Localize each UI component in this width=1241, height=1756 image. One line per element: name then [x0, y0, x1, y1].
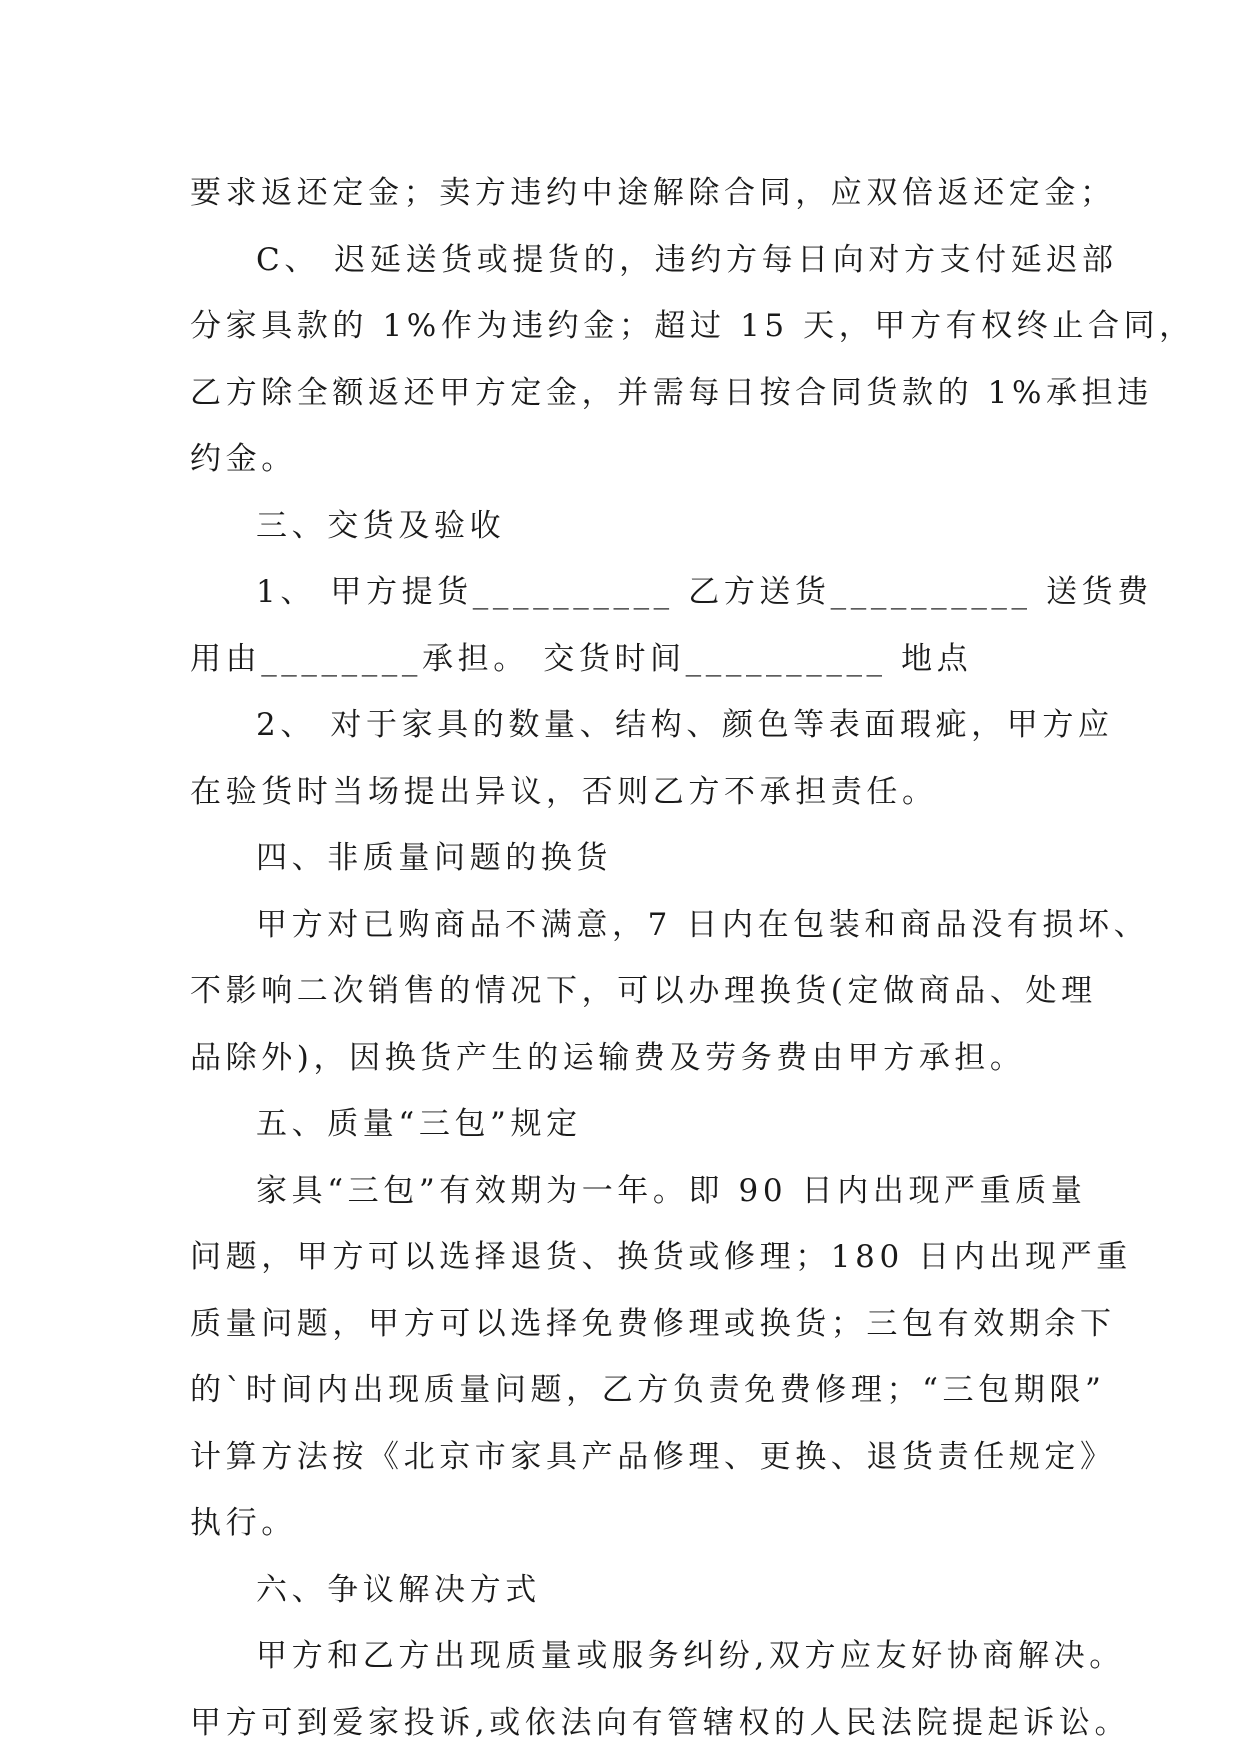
section-heading: 六、争议解决方式	[190, 1557, 1060, 1624]
text-line: 在验货时当场提出异议，否则乙方不承担责任。	[190, 759, 1060, 826]
text-line: 甲方对已购商品不满意，7 日内在包装和商品没有损坏、	[190, 892, 1060, 959]
text-line: 品除外)，因换货产生的运输费及劳务费由甲方承担。	[190, 1025, 1060, 1092]
section-heading: 五、质量“三包”规定	[190, 1091, 1060, 1158]
text-line: 质量问题，甲方可以选择免费修理或换货；三包有效期余下	[190, 1291, 1060, 1358]
section-heading: 三、交货及验收	[190, 493, 1060, 560]
text-line: 要求返还定金；卖方违约中途解除合同，应双倍返还定金；	[190, 160, 1060, 227]
text-line: 用由________承担。 交货时间__________ 地点	[190, 626, 1060, 693]
text-line: 问题，甲方可以选择退货、换货或修理；180 日内出现严重	[190, 1224, 1060, 1291]
section-heading: 四、非质量问题的换货	[190, 825, 1060, 892]
text-line: 甲方和乙方出现质量或服务纠纷,双方应友好协商解决。	[190, 1623, 1060, 1690]
text-line: 家具“三包”有效期为一年。即 90 日内出现严重质量	[190, 1158, 1060, 1225]
text-line: 计算方法按《北京市家具产品修理、更换、退货责任规定》	[190, 1424, 1060, 1491]
text-line: 执行。	[190, 1490, 1060, 1557]
text-line: 甲方可到爱家投诉,或依法向有管辖权的人民法院提起诉讼。	[190, 1690, 1060, 1756]
text-line: C、 迟延送货或提货的，违约方每日向对方支付延迟部	[190, 227, 1060, 294]
document-body	[190, 160, 1060, 1756]
text-line: 不影响二次销售的情况下，可以办理换货(定做商品、处理	[190, 958, 1060, 1025]
text-line: 2、 对于家具的数量、结构、颜色等表面瑕疵，甲方应	[190, 692, 1060, 759]
text-line: 1、 甲方提货__________ 乙方送货__________ 送货费	[190, 559, 1060, 626]
text-line: 约金。	[190, 426, 1060, 493]
text-line: 乙方除全额返还甲方定金，并需每日按合同货款的 1%承担违	[190, 360, 1060, 427]
text-line: 分家具款的 1%作为违约金；超过 15 天，甲方有权终止合同，	[190, 293, 1060, 360]
text-line: 的`时间内出现质量问题，乙方负责免费修理；“三包期限”	[190, 1357, 1060, 1424]
